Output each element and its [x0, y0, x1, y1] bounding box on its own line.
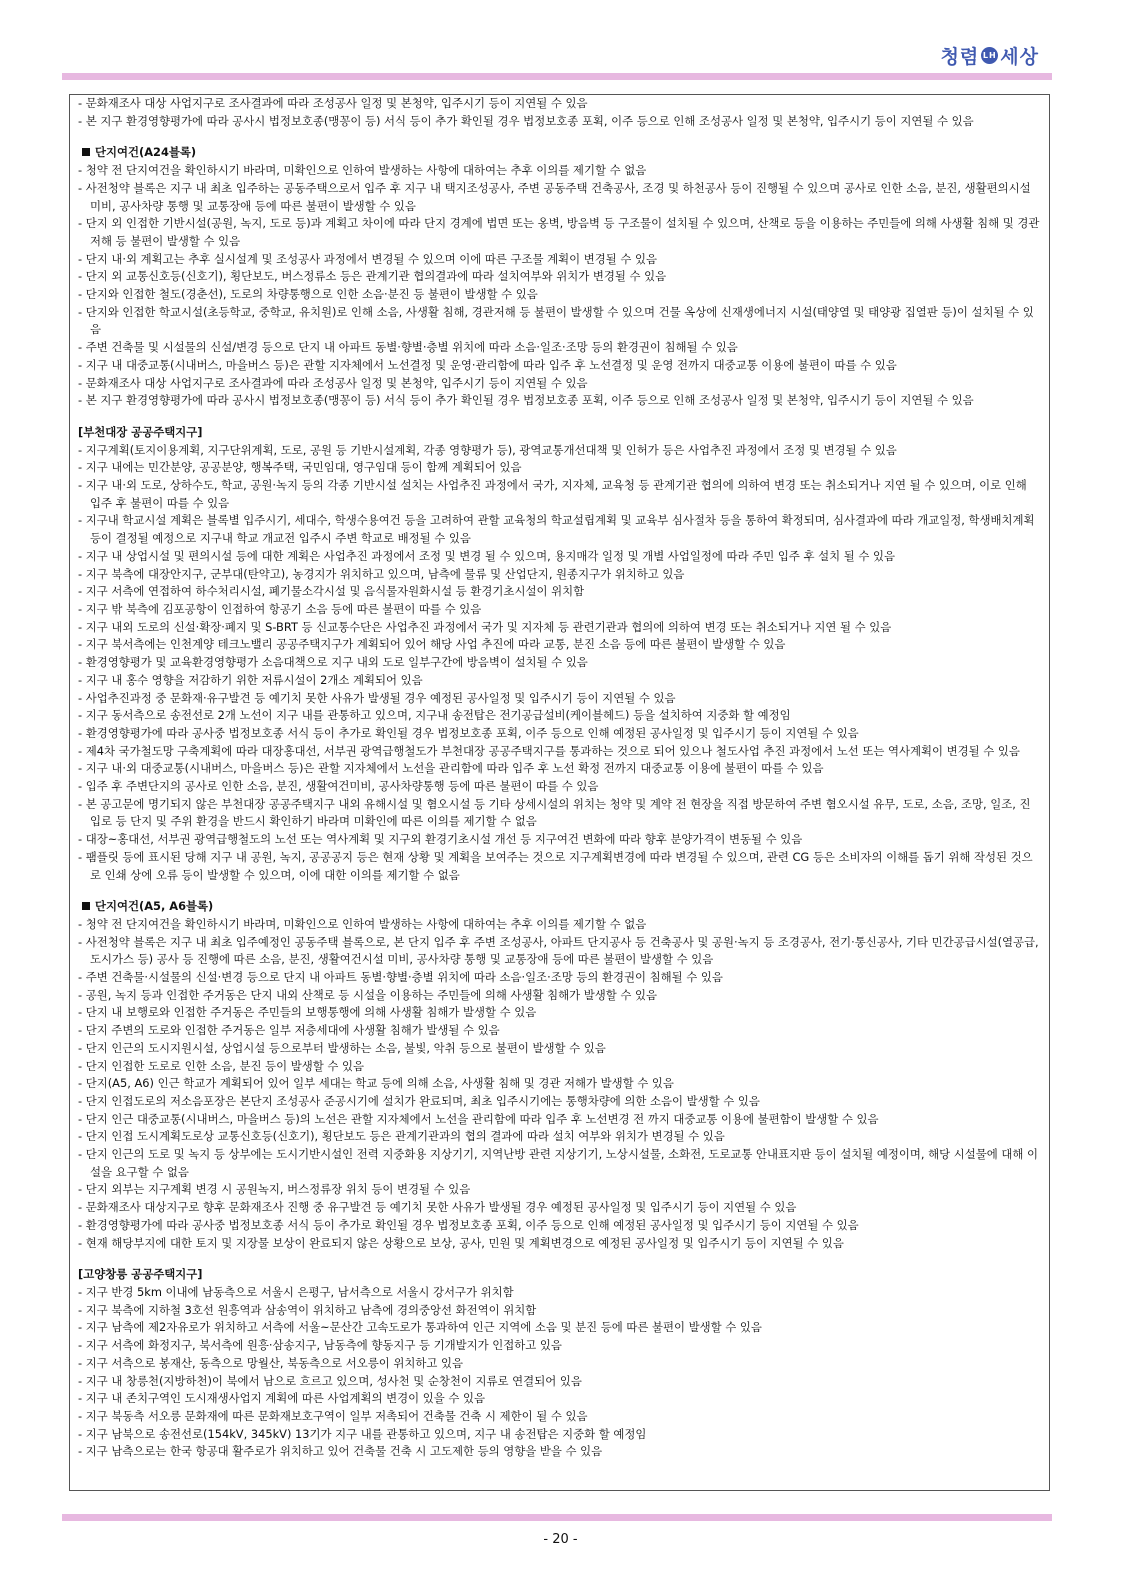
spacer: [78, 410, 1041, 424]
bullet-item: - 환경영향평가에 따라 공사중 법정보호종 서식 등이 추가로 확인될 경우 법정보호종 포획, 이주 등으로 인해 예정된 공사일정 및 입주시기 등이 지연될 수 있음: [78, 1217, 859, 1232]
bullet-item: - 환경영향평가 및 교육환경영향평가 소음대책으로 지구 내외 도로 일부구간에 방음벽이 설치될 수 있음: [78, 655, 588, 670]
bullet-item: - 지구계획(토지이용계획, 지구단위계획, 도로, 공원 등 기반시설계획, 각종 영향평가 등), 광역교통개선대책 및 인허가 등은 사업추진 과정에서 조정 및 변경될 수 있음: [78, 442, 897, 457]
bullet-item: - 단지 인근의 도시지원시설, 상업시설 등으로부터 발생하는 소음, 불빛, 악취 등으로 불편이 발생할 수 있음: [78, 1040, 606, 1055]
bullet-item: - 지구 내 홍수 영향을 저감하기 위한 저류시설이 2개소 계획되어 있음: [78, 672, 423, 687]
bullet-item: - 공원, 녹지 등과 인접한 주거동은 단지 내외 산책로 등 시설을 이용하는 주민들에 의해 사생활 침해가 발생할 수 있음: [78, 987, 658, 1002]
bullet-item: - 지구 내·외 도로, 상하수도, 학교, 공원·녹지 등의 각종 기반시설 설치는 사업추진 과정에서 국가, 지자체, 교육청 등 관계기관 협의에 의하여 변경 또는 취소되거나 지연 될 수 있으며, 이로 인해 입주 후 불편이 따를 수 있음: [78, 478, 1027, 510]
bullet-item: - 단지(A5, A6) 인근 학교가 계획되어 있어 일부 세대는 학교 등에 의해 소음, 사생활 침해 및 경관 저해가 발생할 수 있음: [78, 1076, 674, 1091]
bullet-item: - 문화재조사 대상 사업지구로 조사결과에 따라 조성공사 일정 및 본청약, 입주시기 등이 지연될 수 있음: [78, 96, 588, 110]
bullet-item: - 단지 외 교통신호등(신호기), 횡단보도, 버스정류소 등은 관계기관 협의결과에 따라 설치여부와 위치가 변경될 수 있음: [78, 269, 667, 284]
bullet-item: - 단지 인근의 도로 및 녹지 등 상부에는 도시기반시설인 전력 지중화용 지상기기, 지역난방 관련 지상기기, 노상시설물, 소화전, 도로교통 안내표지판 등이 설치될 예정이며, 해당 시설물에 대해 이설을 요구할 수 없음: [78, 1147, 1038, 1179]
bullet-item: - 단지와 인접한 철도(경춘선), 도로의 차량통행으로 인한 소음·분진 등 불편이 발생할 수 있음: [78, 287, 538, 302]
bullet-item: - 단지 외부는 지구계획 변경 시 공원녹지, 버스정류장 위치 등이 변경될 수 있음: [78, 1182, 471, 1197]
spacer: [78, 1252, 1041, 1266]
spacer: [78, 884, 1041, 898]
bullet-item: - 단지 주변의 도로와 인접한 주거동은 일부 저층세대에 사생활 침해가 발생될 수 있음: [78, 1023, 500, 1038]
bullet-item: - 팸플릿 등에 표시된 당해 지구 내 공원, 녹지, 공공공지 등은 현재 상황 및 계획을 보여주는 것으로 지구계획변경에 따라 변경될 수 있으며, 관련 CG 등은 소비자의 이해를 돕기 위해 작성된 것으로 인쇄 상에 오류 등이 발생할 수 있으며, 이에 대한 이의를 제기할 수 없음: [78, 849, 1033, 882]
bullet-item: - 지구 서측으로 봉재산, 동측으로 망월산, 북동측으로 서오릉이 위치하고 있음: [78, 1355, 464, 1370]
bullet-item: - 지구 내 창릉천(지방하천)이 북에서 남으로 흐르고 있으며, 성사천 및 순창천이 지류로 연결되어 있음: [78, 1373, 582, 1388]
bullet-item: - 환경영향평가에 따라 공사중 법정보호종 서식 등이 추가로 확인될 경우 법정보호종 포획, 이주 등으로 인해 예정된 공사일정 및 입주시기 등이 지연될 수 있음: [78, 725, 859, 740]
bullet-item: - 대장~홍대선, 서부권 광역급행철도의 노선 또는 역사계획 및 지구외 환경기초시설 개선 등 지구여건 변화에 따라 향후 분양가격이 변동될 수 있음: [78, 832, 803, 847]
bullet-item: - 청약 전 단지여건을 확인하시기 바라며, 미확인으로 인하여 발생하는 사항에 대하여는 추후 이의를 제기할 수 없음: [78, 163, 647, 178]
bullet-item: - 지구 밖 북측에 김포공항이 인접하여 항공기 소음 등에 따른 불편이 따를 수 있음: [78, 601, 482, 616]
bullet-item: - 본 공고문에 명기되지 않은 부천대장 공공주택지구 내외 유해시설 및 혐오시설 등 기타 상세시설의 위치는 청약 및 계약 전 현장을 직접 방문하여 주변 혐오시설 유무, 도로, 소음, 조망, 일조, 진입로 등 단지 및 주위 환경을 반드시 확인하기 바라며 미확인에 따른 이의를 제기할 수 없음: [78, 796, 1031, 829]
subsection-heading: [78, 898, 1041, 916]
bullet-item: - 지구 남측에 제2자유로가 위치하고 서측에 서울~문산간 고속도로가 통과하여 인근 지역에 소음 및 분진 등에 따른 불편이 발생할 수 있음: [78, 1320, 762, 1335]
bullet-item: - 지구 남측으로는 한국 항공대 활주로가 위치하고 있어 건축물 건축 시 고도제한 등의 영향을 받을 수 있음: [78, 1444, 603, 1459]
bullet-item: - 단지 내·외 계획고는 추후 실시설계 및 조성공사 과정에서 변경될 수 있으며 이에 따른 구조물 계획이 변경될 수 있음: [78, 251, 658, 266]
bullet-item: - 현재 해당부지에 대한 토지 및 지장물 보상이 완료되지 않은 상황으로 보상, 공사, 민원 및 계획변경으로 예정된 공사일정 및 입주시기 등이 지연될 수 있음: [78, 1235, 844, 1250]
bullet-item: - 지구 북동측 서오릉 문화재에 따른 문화재보호구역이 일부 저촉되어 건축물 건축 시 제한이 될 수 있음: [78, 1408, 588, 1423]
header-divider: [62, 73, 1052, 80]
bullet-item: - 지구 내외 도로의 신설·확장·폐지 및 S-BRT 등 신교통수단은 사업추진 과정에서 국가 및 지자체 등 관련기관과 협의에 의하여 변경 또는 취소되거나 지연 될 수 있음: [78, 619, 892, 634]
square-bullet-icon: [82, 148, 90, 156]
bullet-item: - 청약 전 단지여건을 확인하시기 바라며, 미확인으로 인하여 발생하는 사항에 대하여는 추후 이의를 제기할 수 없음: [78, 916, 647, 931]
notice-box: [69, 94, 1050, 1491]
bullet-item: - 지구 남북으로 송전선로(154kV, 345kV) 13기가 지구 내를 관통하고 있으며, 지구 내 송전탑은 지중화 할 예정임: [78, 1426, 647, 1441]
bullet-item: - 단지 인근 대중교통(시내버스, 마을버스 등)의 노선은 관할 지자체에서 노선을 관리함에 따라 입주 후 노선변경 전 까지 대중교통 이용에 불편함이 발생할 수 있음: [78, 1111, 879, 1126]
bullet-item: - 지구 내 대중교통(시내버스, 마을버스 등)은 관할 지자체에서 노선결정 및 운영·관리함에 따라 입주 후 노선결정 및 운영 전까지 대중교통 이용에 불편이 따를 수 있음: [78, 357, 897, 372]
bullet-item: - 지구 서측에 연접하여 하수처리시설, 폐기물소각시설 및 음식물자원화시설 등 환경기초시설이 위치함: [78, 584, 585, 599]
bullet-item: - 단지 인접 도시계획도로상 교통신호등(신호기), 횡단보도 등은 관계기관과의 협의 결과에 따라 설치 여부와 위치가 변경될 수 있음: [78, 1129, 725, 1144]
subsection-heading: [78, 144, 1041, 162]
bullet-item: - 입주 후 주변단지의 공사로 인한 소음, 분진, 생활여건미비, 공사차량통행 등에 따른 불편이 따를 수 있음: [78, 779, 599, 794]
bullet-item: - 지구 내·외 대중교통(시내버스, 마을버스 등)은 관할 지자체에서 노선을 관리함에 따라 입주 후 노선 확정 전까지 대중교통 이용에 불편이 따를 수 있음: [78, 761, 824, 776]
bullet-item: - 사전청약 블록은 지구 내 최초 입주예정인 공동주택 블록으로, 본 단지 입주 후 주변 조성공사, 아파트 단지공사 등 건축공사 및 공원·녹지 등 조경공사, 전기·통신공사, 기타 민간공급시설(열공급, 도시가스 등) 공사 등 진행에 따른 소음, 분진, 생활여건시설 미비, 공사차량 통행 및 교통장애 등에 따른 불편이 발생할 수 있음: [78, 934, 1039, 967]
bullet-item: - 제4차 국가철도망 구축계획에 따라 대장홍대선, 서부권 광역급행철도가 부천대장 공공주택지구를 통과하는 것으로 되어 있으나 철도사업 추진 과정에서 노선 또는 역사계획이 변경될 수 있음: [78, 743, 1020, 758]
bullet-item: - 사전청약 블록은 지구 내 최초 입주하는 공동주택으로서 입주 후 지구 내 택지조성공사, 주변 공동주택 건축공사, 조경 및 하천공사 등이 진행될 수 있으며 공사로 인한 소음, 분진, 생활편의시설 미비, 공사차량 통행 및 교통장애 등에 따른 불편이 발생할 수 있음: [78, 180, 1031, 213]
bullet-item: - 문화재조사 대상지구로 향후 문화재조사 진행 중 유구발견 등 예기치 못한 사유가 발생될 경우 예정된 공사일정 및 입주시기 등이 지연될 수 있음: [78, 1200, 797, 1215]
logo: [941, 42, 1039, 69]
bullet-item: - 지구 내 존치구역인 도시재생사업지 계획에 따른 사업계획의 변경이 있을 수 있음: [78, 1391, 486, 1406]
bullet-item: - 지구 북측에 지하철 3호선 원흥역과 삼송역이 위치하고 남측에 경의중앙선 화전역이 위치함: [78, 1302, 537, 1317]
bullet-item: - 지구 북서측에는 인천계양 테크노밸리 공공주택지구가 계획되어 있어 해당 사업 추진에 따라 교통, 분진 소음 등에 따른 불편이 발생할 수 있음: [78, 637, 786, 652]
bullet-item: - 주변 건축물·시설물의 신설·변경 등으로 단지 내 아파트 동별·향별·층별 위치에 따라 소음·일조·조망 등의 환경권이 침해될 수 있음: [78, 970, 723, 985]
footer-divider: [62, 1514, 1052, 1521]
bullet-item: - 본 지구 환경영향평가에 따라 공사시 법정보호종(맹꽁이 등) 서식 등이 추가 확인될 경우 법정보호종 포획, 이주 등으로 인해 조성공사 일정 및 본청약, 입주시기 등이 지연될 수 있음: [78, 393, 974, 408]
bullet-item: - 지구 북측에 대장안지구, 군부대(탄약고), 농경지가 위치하고 있으며, 남측에 물류 및 산업단지, 원종지구가 위치하고 있음: [78, 566, 685, 581]
subsection-heading-text: 단지여건(A24블록): [95, 145, 197, 160]
bullet-item: - 단지와 인접한 학교시설(초등학교, 중학교, 유치원)로 인해 소음, 사생활 침해, 경관저해 등 불편이 발생할 수 있으며 건물 옥상에 신재생에너지 시설(태양열 및 태양광 집열판 등)이 설치될 수 있음: [78, 304, 1034, 337]
bullet-item: - 지구 반경 5km 이내에 남동측으로 서울시 은평구, 남서측으로 서울시 강서구가 위치함: [78, 1285, 514, 1299]
bullet-item: - 단지 인접한 도로로 인한 소음, 분진 등이 발생할 수 있음: [78, 1058, 365, 1073]
subsection-heading-text: 단지여건(A5, A6블록): [95, 899, 214, 914]
bullet-item: - 지구 내 상업시설 및 편의시설 등에 대한 계획은 사업추진 과정에서 조정 및 변경 될 수 있으며, 용지매각 일정 및 개별 사업일정에 따라 주민 입주 후 설치 될 수 있음: [78, 548, 895, 563]
bullet-item: - 지구내 학교시설 계획은 블록별 입주시기, 세대수, 학생수용여건 등을 고려하여 관할 교육청의 학교설립계획 및 교육부 심사절차 등을 통하여 확정되며, 심사결과에 따라 개교일정, 학생배치계획 등이 결정될 예정으로 지구내 학교 개교전 입주시 주변 학교로 배정될 수 있음: [78, 513, 1035, 546]
bullet-item: - 지구 서측에 화정지구, 북서측에 원흥·삼송지구, 남동측에 향동지구 등 기개발지가 인접하고 있음: [78, 1338, 562, 1353]
spacer: [78, 130, 1041, 144]
section-heading: [고양창릉 공공주택지구]: [78, 1267, 203, 1282]
bullet-item: - 주변 건축물 및 시설물의 신설/변경 등으로 단지 내 아파트 동별·향별·층별 위치에 따라 소음·일조·조망 등의 환경권이 침해될 수 있음: [78, 340, 738, 355]
logo-text-right: 세상: [1000, 46, 1039, 68]
section-heading: [부천대장 공공주택지구]: [78, 424, 203, 439]
bullet-item: - 단지 외 인접한 기반시설(공원, 녹지, 도로 등)과 계획고 차이에 따라 단지 경계에 법면 또는 옹벽, 방음벽 등 구조물이 설치될 수 있으며, 산책로 등을 이용하는 주민들에 의해 사생활 침해 및 경관저해 등 불편이 발생할 수 있음: [78, 216, 1040, 248]
logo-text-left: 청렴: [940, 46, 980, 68]
lh-emblem-icon: LH: [981, 47, 998, 64]
square-bullet-icon: [82, 902, 90, 910]
bullet-item: - 문화재조사 대상 사업지구로 조사결과에 따라 조성공사 일정 및 본청약, 입주시기 등이 지연될 수 있음: [78, 375, 588, 390]
bullet-item: - 지구 내에는 민간분양, 공공분양, 행복주택, 국민임대, 영구임대 등이 함께 계획되어 있음: [78, 460, 522, 475]
bullet-item: - 단지 인접도로의 저소음포장은 본단지 조성공사 준공시기에 설치가 완료되며, 최초 입주시기에는 통행차량에 의한 소음이 발생할 수 있음: [78, 1093, 760, 1108]
page-number: - 20 -: [543, 1532, 578, 1547]
bullet-item: - 사업추진과정 중 문화재·유구발견 등 예기치 못한 사유가 발생될 경우 예정된 공사일정 및 입주시기 등이 지연될 수 있음: [78, 690, 676, 705]
bullet-item: - 본 지구 환경영향평가에 따라 공사시 법정보호종(맹꽁이 등) 서식 등이 추가 확인될 경우 법정보호종 포획, 이주 등으로 인해 조성공사 일정 및 본청약, 입주시기 등이 지연될 수 있음: [78, 113, 974, 128]
bullet-item: - 지구 동서측으로 송전선로 2개 노선이 지구 내를 관통하고 있으며, 지구내 송전탑은 전기공급설비(케이블헤드) 등을 설치하여 지중화 할 예정임: [78, 708, 791, 723]
bullet-item: - 단지 내 보행로와 인접한 주거동은 주민들의 보행통행에 의해 사생활 침해가 발생할 수 있음: [78, 1005, 537, 1020]
